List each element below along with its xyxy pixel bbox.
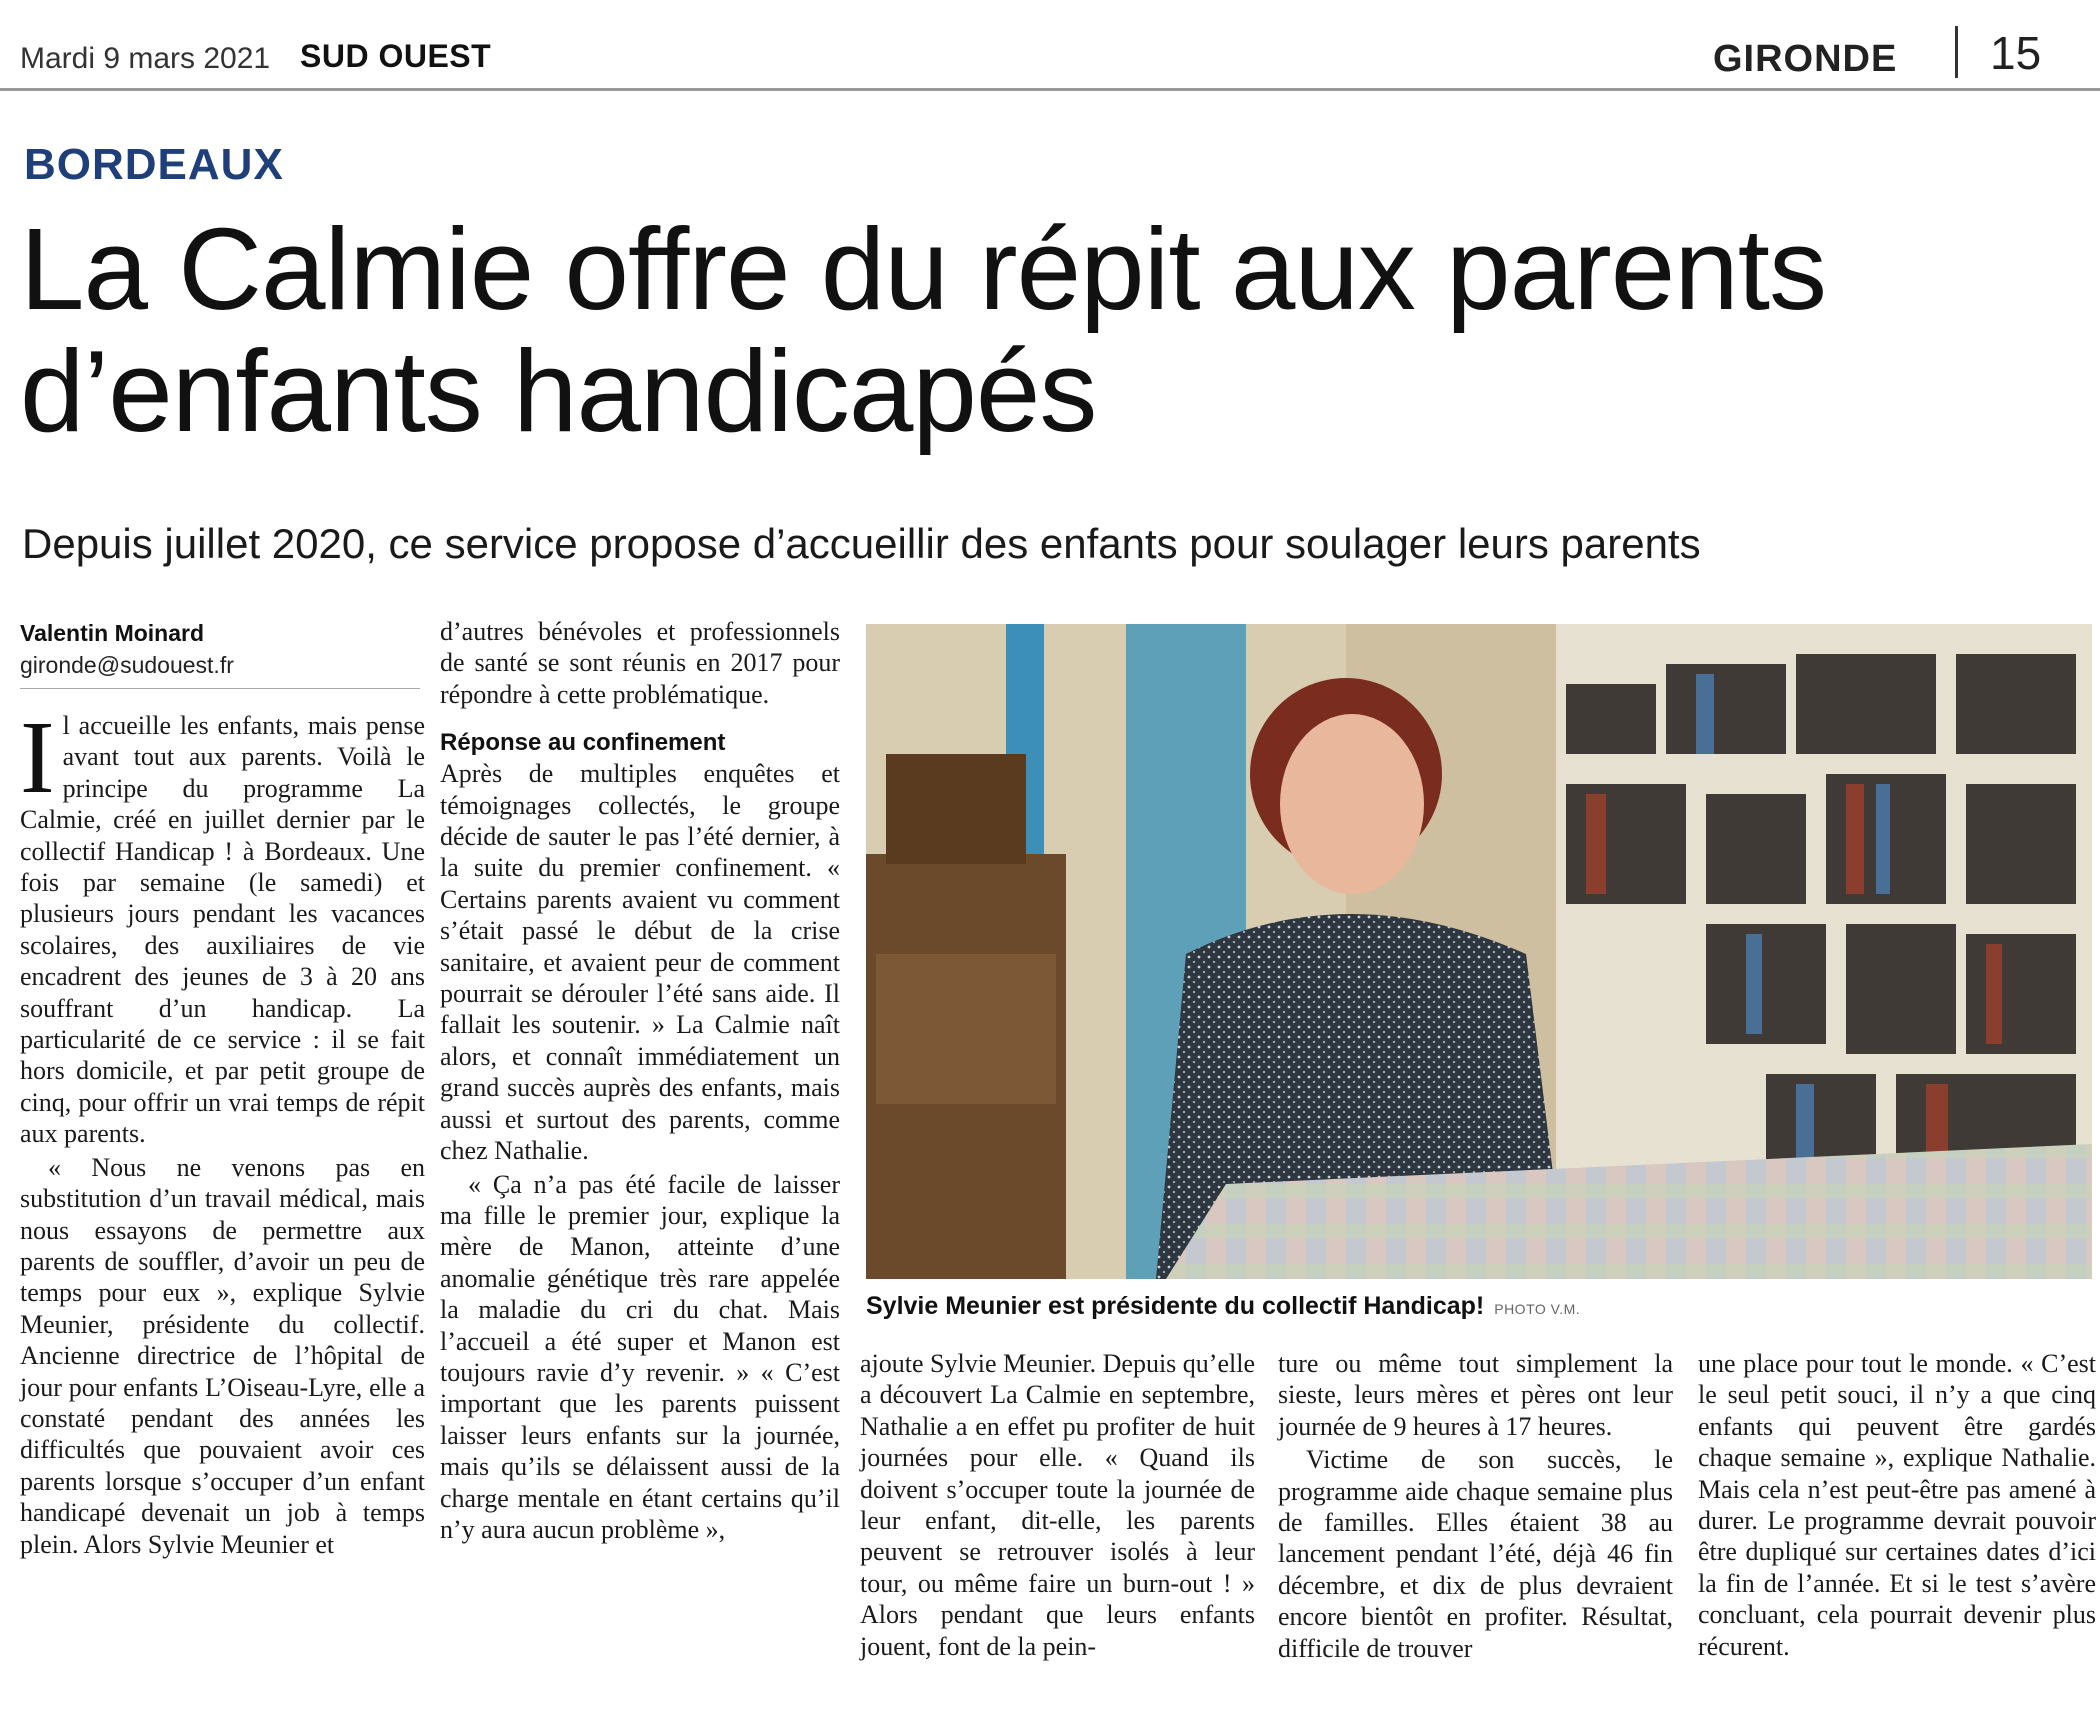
issue-date: Mardi 9 mars 2021	[20, 42, 271, 75]
paragraph: ajoute Sylvie Meunier. Depuis qu’elle a découvert La Calmie en septembre, Nathalie a en effet pu profiter de huit journées pour elle. « Quand ils doivent s’occuper toute la journée de leur enfant, dit-elle, les parents peuvent se retrouver isolés à leur tour, ou même faire un burn-out ! » Alors pendant que leurs enfants jouent, font de la pein-	[860, 1349, 1255, 1661]
column-1	[20, 700, 425, 1705]
paragraph: Après de multiples enquêtes et témoignages collectés, le groupe décide de sauter le pas l’été dernier, à la suite du premier confinement. « Certains parents avaient vu comment s’était passé le début de la crise sanitaire, et avaient peur de comment pourrait se dérouler l’été sans aide. Il fallait les soutenir. » La Calmie naît alors, et connaît immédiatement un grand succès auprès des enfants, mais aussi et surtout des parents, comme chez Nathalie.	[440, 759, 840, 1166]
article-kicker: BORDEAUX	[24, 140, 284, 189]
subheading: Réponse au confinement	[440, 729, 726, 757]
page-number: 15	[1990, 27, 2042, 79]
photo-credit: PHOTO V.M.	[1494, 1301, 1581, 1317]
paragraph: Victime de son succès, le programme aide chaque semaine plus de familles. Elles étaient 38 au lancement pendant l’été, déjà 46 fin décembre, et dix de plus devraient encore bientôt en profiter. Résultat, difficile de trouver	[1278, 1445, 1673, 1663]
portrait-photo-illustration	[866, 624, 2092, 1279]
paragraph: d’autres bénévoles et professionnels de santé se sont réunis en 2017 pour répondre à cette problématique.	[440, 617, 840, 709]
article-subtitle: Depuis juillet 2020, ce service propose d’accueillir des enfants pour soulager leurs parents	[22, 520, 1701, 567]
byline-rule	[20, 688, 420, 689]
paragraph: une place pour tout le monde. « C’est le seul petit souci, il n’y a que cinq enfants qui peuvent être gardés chaque semaine », explique Nathalie. Mais cela n’est peut-être pas amené à durer. Le programme devrait pouvoir être dupliqué sur certaines dates d’ici la fin de l’année. Et si le test s’avère concluant, cela pourrait devenir plus récurent.	[1698, 1349, 2096, 1661]
column-3	[860, 1348, 1255, 1703]
paragraph-text: l accueille les enfants, mais pense avant tout aux parents. Voilà le principe du programme La Calmie, créé en juillet dernier par le collectif Handicap ! à Bordeaux. Une fois par semaine (le samedi) et plusieurs jours pendant les vacances scolaires, des auxiliaires de vie encadrent des jeunes de 3 à 20 ans souffrant d’un handicap. La particularité de ce service : il se fait hors domicile, et par petit groupe de cinq, pour offrir un vrai temps de répit aux parents.	[20, 711, 425, 1149]
paragraph: « Nous ne venons pas en substitution d’un travail médical, mais nous essayons de permettre aux parents de souffler, d’avoir un peu de temps pour eux », explique Sylvie Meunier, présidente du collectif. Ancienne directrice de l’hôpital de jour pour enfants L’Oiseau-Lyre, elle a constaté pendant des années les difficultés que pouvaient avoir ces parents lorsque s’occuper d’un enfant handicapé devenait un job à temps plein. Alors Sylvie Meunier et	[20, 1152, 425, 1559]
photo-caption	[866, 1292, 2092, 1321]
paragraph: « Ça n’a pas été facile de laisser ma fille le premier jour, explique la mère de Manon, atteinte d’une anomalie génétique très rare appelée la maladie du cri du chat. Mais l’accueil a été super et Manon est toujours ravie d’y revenir. » « C’est important que les parents puissent laisser leurs enfants sur la journée, mais qu’ils se délaissent aussi de la charge mentale en étant certains qu’il n’y aura aucun problème »,	[440, 1169, 840, 1544]
article-photo	[866, 624, 2092, 1279]
article-headline: La Calmie offre du répit aux parents d’enfants handicapés	[20, 204, 1827, 456]
header-rule	[0, 88, 2100, 91]
drop-cap: I	[20, 700, 55, 815]
paragraph	[20, 700, 425, 1150]
paragraph: ture ou même tout simplement la sieste, leurs mères et pères ont leur journée de 9 heures à 17 heures.	[1278, 1349, 1673, 1441]
author-name: Valentin Moinard	[20, 620, 205, 646]
caption-text: Sylvie Meunier est présidente du collectif Handicap!	[866, 1292, 1485, 1320]
section-name: GIRONDE	[1713, 38, 1898, 80]
column-4	[1278, 1348, 1673, 1703]
column-2	[440, 616, 840, 1706]
newspaper-name: SUD OUEST	[300, 38, 492, 74]
column-5	[1698, 1348, 2096, 1703]
author-email: gironde@sudouest.fr	[20, 652, 234, 678]
header-divider	[1955, 26, 1958, 78]
